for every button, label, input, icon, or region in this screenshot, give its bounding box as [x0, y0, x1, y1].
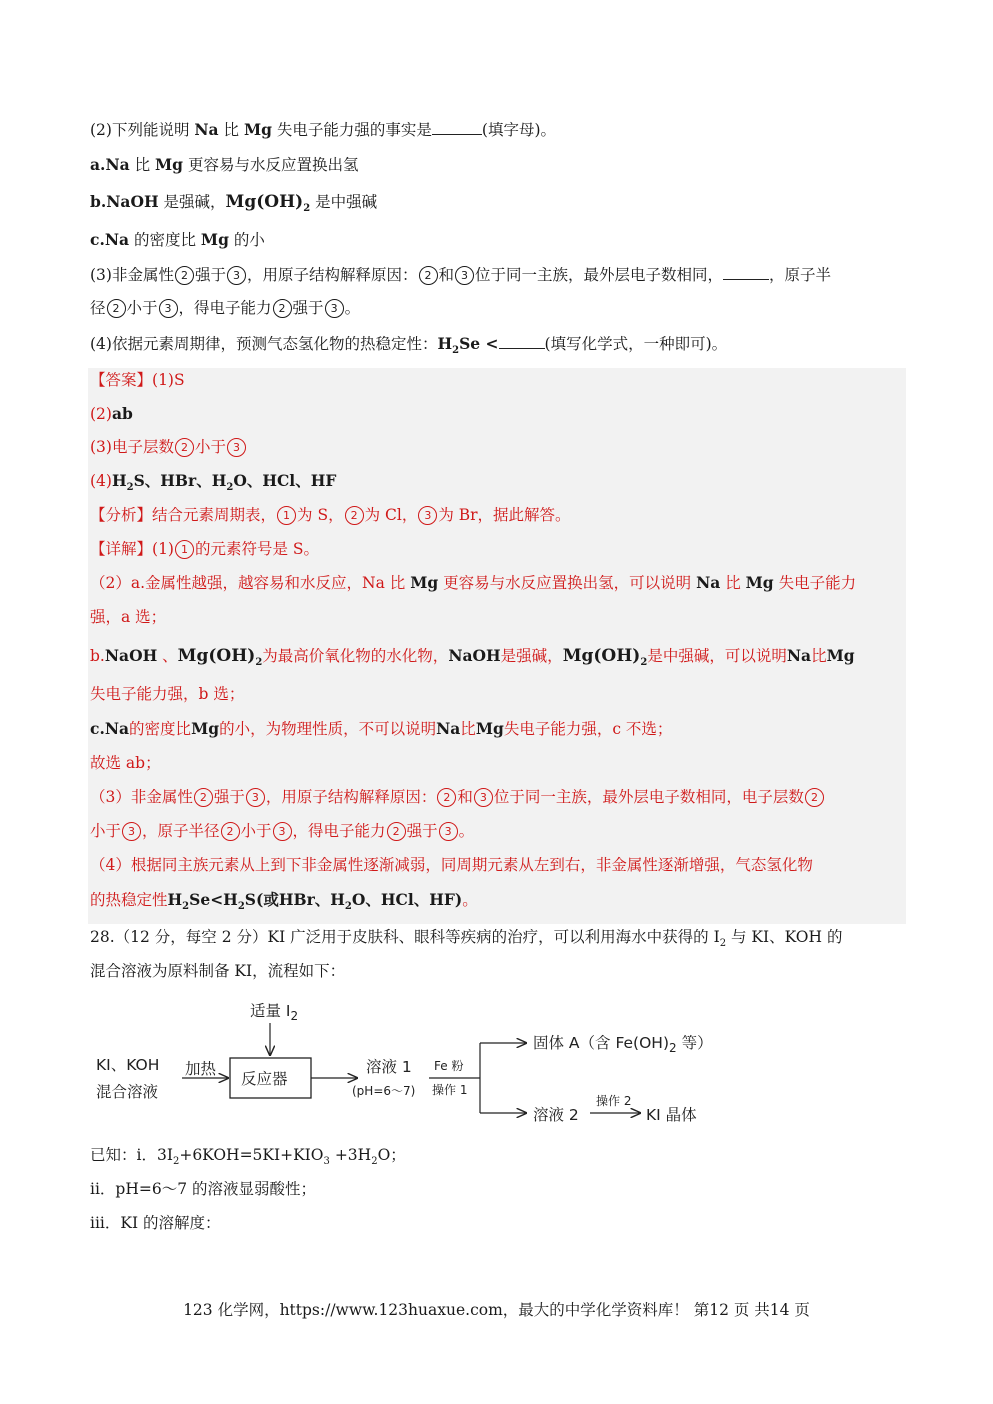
option-label: a.Na: [90, 155, 130, 174]
circled-number: 3: [122, 822, 141, 841]
mg-symbol: Mg: [826, 646, 855, 665]
q2-stem: [90, 119, 556, 141]
q2-option-a: [90, 154, 358, 176]
text: 为 Br，据此解答。: [438, 506, 571, 524]
text: 已知：i．3I: [90, 1146, 173, 1164]
text: 与 KI、KOH 的: [726, 928, 843, 946]
answer-line-3: [90, 436, 247, 458]
text: 比: [460, 720, 476, 738]
heat-label: 加热: [185, 1060, 217, 1078]
text: b.: [90, 647, 105, 665]
q2-option-c: [90, 229, 265, 251]
text: 的热稳定性: [90, 891, 168, 909]
op2-label: 操作 2: [596, 1094, 632, 1108]
detail-3-line-1: [90, 786, 825, 808]
detail-4-line-2: [90, 889, 478, 918]
text: 比: [720, 574, 746, 592]
mg-symbol: Mg: [475, 719, 504, 738]
analysis-line: [90, 504, 571, 526]
text: 为最高价氧化物的水化物，: [262, 647, 449, 665]
text: 。: [344, 299, 361, 317]
subscript: 2: [237, 901, 245, 913]
circled-number: 2: [437, 788, 456, 807]
circled-number: 2: [387, 822, 406, 841]
text: ，原子半: [769, 266, 832, 284]
circled-number: 1: [175, 540, 194, 559]
text: 、: [157, 647, 178, 665]
solution2-label: 溶液 2: [533, 1106, 579, 1124]
circled-number: 2: [419, 266, 438, 285]
text: 失电子能力: [773, 574, 857, 592]
detail-2a-line-1: [90, 572, 856, 594]
q28-line-1: [90, 926, 842, 955]
text: 比: [218, 121, 244, 139]
text: ，得电子能力: [178, 299, 272, 317]
subscript: 2: [255, 657, 263, 669]
reactor-label: 反应器: [241, 1070, 288, 1088]
input-iodine-label: 适量 $I_2$: [250, 1002, 299, 1023]
ki-crystal-label: KI 晶体: [646, 1106, 697, 1124]
text: ab: [111, 404, 133, 423]
na-symbol: Na: [786, 646, 812, 665]
answer-line-2: [90, 403, 133, 425]
subscript: 2: [303, 203, 311, 215]
text: ii．pH=6～7 的溶液显弱酸性；: [90, 1180, 316, 1198]
answer-blank: [432, 120, 482, 135]
q28-line-2: [90, 960, 345, 982]
text: 小于: [126, 299, 158, 317]
text: 位于同一主族，最外层电子数相同，: [475, 266, 724, 284]
circled-number: 2: [273, 299, 292, 318]
text: 的小，为物理性质，不可以说明: [219, 720, 437, 738]
text: （3）非金属性: [90, 788, 193, 806]
subscript: 2: [452, 345, 460, 357]
text: (3)电子层数: [90, 438, 174, 456]
na-symbol: Na: [194, 120, 219, 139]
formula: Se <: [459, 334, 499, 353]
circled-number: 2: [221, 822, 240, 841]
circled-number: 3: [474, 788, 493, 807]
formula: O、HCl、HF): [351, 890, 463, 909]
detail-2c-line: [90, 718, 672, 740]
known-i: [90, 1144, 406, 1173]
text: (3)非金属性: [90, 266, 174, 284]
feed-label-1: KI、KOH: [96, 1056, 160, 1074]
circled-number: 2: [805, 788, 824, 807]
text: ，用原子结构解释原因：: [265, 788, 437, 806]
subscript: 2: [182, 901, 190, 913]
text: 强于: [194, 266, 226, 284]
formula: S(或HBr、H: [244, 890, 345, 909]
text: 是中强碱，可以说明: [647, 647, 787, 665]
text: (2): [90, 405, 112, 423]
formula: Mg(OH): [225, 192, 304, 212]
detail-2a-line-2: [90, 606, 166, 628]
page-footer: 123 化学网，https://www.123huaxue.com，最大的中学化学资料库！ 第12 页 共14 页: [183, 1301, 810, 1319]
text: (4): [90, 472, 112, 490]
text: 强于: [213, 788, 245, 806]
text: ，用原子结构解释原因：: [246, 266, 418, 284]
formula: Mg(OH): [562, 646, 641, 666]
formula: H: [437, 334, 453, 353]
text: 是中强碱: [310, 193, 378, 211]
circled-number: 3: [418, 506, 437, 525]
op1-label: 操作 1: [432, 1083, 468, 1097]
ph-label: (pH=6～7): [352, 1084, 416, 1098]
text: (填写化学式，一种即可)。: [544, 335, 728, 353]
text: (填字母)。: [481, 121, 557, 139]
text: 的密度比: [129, 231, 201, 249]
text: 小于: [194, 438, 226, 456]
text: 比: [811, 647, 827, 665]
text: 是强碱，: [158, 193, 226, 211]
text: 混合溶液为原料制备 KI，流程如下：: [90, 962, 346, 980]
text: 故选 ab；: [90, 754, 161, 772]
text: 28.（12 分，每空 2 分）KI 广泛用于皮肤科、眼科等疾病的治疗，可以利用海水中获得的 I: [90, 928, 720, 946]
text: (1): [152, 540, 174, 558]
formula: O、HCl、HF: [233, 471, 337, 490]
text: 强，a 选；: [90, 608, 167, 626]
circled-number: 3: [159, 299, 178, 318]
text: 结合元素周期表，: [152, 506, 277, 524]
text: （4）根据同主族元素从上到下非金属性逐渐减弱，同周期元素从左到右，非金属性逐渐增强，气态氢化物: [90, 856, 813, 874]
text: 的密度比: [129, 720, 192, 738]
fe-label: Fe 粉: [434, 1059, 464, 1073]
flow-diagram: [90, 998, 730, 1134]
subscript: 2: [344, 901, 352, 913]
detail-4-line-1: [90, 854, 813, 876]
text: 为 S，: [297, 506, 344, 524]
solid-a-label: 固体 A（含 $Fe(OH)_2$ 等）: [533, 1034, 713, 1055]
text: 是强碱，: [500, 647, 563, 665]
subscript: 2: [719, 938, 727, 950]
circled-number: 3: [325, 299, 344, 318]
text: O；: [377, 1146, 406, 1164]
formula: NaOH: [448, 646, 501, 665]
circled-number: 3: [273, 822, 292, 841]
text: 。: [458, 822, 475, 840]
formula: H: [167, 890, 183, 909]
text: iii．KI 的溶解度：: [90, 1214, 221, 1232]
feed-label-2: 混合溶液: [96, 1083, 159, 1101]
detail-3-line-2: [90, 820, 474, 842]
mg-symbol: Mg: [155, 155, 184, 174]
analysis-label: 【分析】: [90, 506, 153, 524]
circled-number: 2: [175, 438, 194, 457]
circled-number: 3: [227, 438, 246, 457]
detail-line-1: [90, 538, 319, 560]
circled-number: 3: [246, 788, 265, 807]
text: 的小: [228, 231, 265, 249]
detail-2b-line-2: [90, 683, 244, 705]
option-label: c.Na: [90, 230, 130, 249]
na-symbol: Na: [696, 573, 721, 592]
known-iii: [90, 1212, 221, 1234]
text: (4)依据元素周期律，预测气态氢化物的热稳定性：: [90, 335, 438, 353]
formula: S、HBr、H: [133, 471, 227, 490]
subscript: 2: [371, 1156, 378, 1168]
q3-line-1: [90, 264, 831, 286]
detail-label: 【详解】: [90, 540, 153, 558]
mg-symbol: Mg: [410, 573, 439, 592]
text: ，得电子能力: [292, 822, 386, 840]
formula: Mg(OH): [177, 646, 256, 666]
formula: H: [111, 471, 127, 490]
text: (1)S: [152, 371, 185, 389]
detail-2b-line-1: [90, 645, 855, 674]
subscript: 2: [640, 657, 648, 669]
text: ，原子半径: [142, 822, 220, 840]
subscript: 2: [126, 482, 134, 494]
text: 比: [129, 156, 156, 174]
text: 强于: [292, 299, 324, 317]
option-label: c.Na: [90, 719, 130, 738]
text: 失电子能力强，b 选；: [90, 685, 245, 703]
circled-number: 1: [277, 506, 296, 525]
circled-number: 3: [227, 266, 246, 285]
q2-option-b: [90, 191, 377, 220]
text: 。: [462, 891, 478, 909]
circled-number: 3: [455, 266, 474, 285]
circled-number: 2: [107, 299, 126, 318]
mg-symbol: Mg: [200, 230, 229, 249]
text: 为 Cl，: [364, 506, 418, 524]
text: +3H: [329, 1146, 372, 1164]
detail-2-end: [90, 752, 161, 774]
q4-line: [90, 333, 727, 362]
solution1-label: 溶液 1: [366, 1058, 412, 1076]
text: 小于: [240, 822, 272, 840]
text: 位于同一主族，最外层电子数相同，电子层数: [493, 788, 804, 806]
answer-line-4: [90, 470, 336, 499]
circled-number: 2: [175, 266, 194, 285]
option-label: b.NaOH: [90, 192, 159, 211]
answer-line-1: [90, 369, 185, 391]
circled-number: 2: [194, 788, 213, 807]
q3-line-2: [90, 297, 360, 319]
text: (2)下列能说明: [90, 121, 195, 139]
known-ii: [90, 1178, 316, 1200]
text: 失电子能力强，c 不选；: [503, 720, 673, 738]
answer-blank: [723, 265, 769, 280]
text: 径: [90, 299, 106, 317]
text: 更容易与水反应置换出氢，可以说明: [438, 574, 697, 592]
mg-symbol: Mg: [745, 573, 774, 592]
circled-number: 2: [345, 506, 364, 525]
na-symbol: Na: [436, 719, 461, 738]
text: +6KOH=5KI+KIO: [179, 1146, 324, 1164]
circled-number: 3: [439, 822, 458, 841]
text: 强于: [406, 822, 438, 840]
mg-symbol: Mg: [191, 719, 220, 738]
subscript: 2: [226, 482, 234, 494]
text: 和: [438, 266, 455, 284]
subscript: 3: [323, 1156, 330, 1168]
subscript: 2: [172, 1156, 180, 1168]
formula: NaOH: [104, 646, 158, 665]
answer-blank: [499, 334, 545, 349]
mg-symbol: Mg: [243, 120, 272, 139]
formula: Se<H: [189, 890, 238, 909]
text: 和: [457, 788, 473, 806]
text: 的元素符号是 S。: [194, 540, 320, 558]
text: （2）a.金属性越强，越容易和水反应，Na 比: [90, 574, 411, 592]
text: 小于: [90, 822, 122, 840]
text: 失电子能力强的事实是: [271, 121, 432, 139]
text: 更容易与水反应置换出氢: [183, 156, 359, 174]
answer-label: 【答案】: [90, 371, 153, 389]
